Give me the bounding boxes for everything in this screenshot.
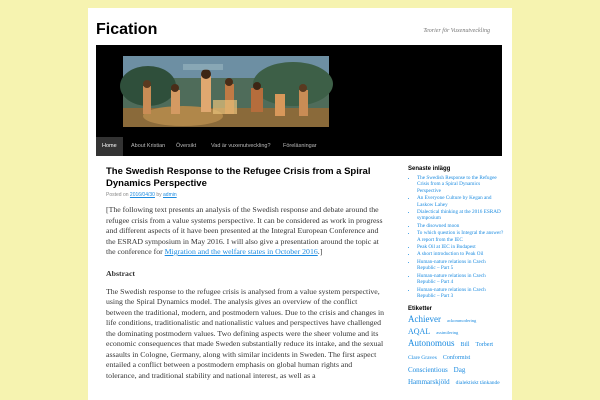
list-item	[417, 230, 504, 243]
list-item	[417, 273, 504, 286]
list-item	[417, 251, 504, 257]
tag-link[interactable]: Dag Hammarskjöld	[408, 366, 466, 387]
recent-post-link[interactable]: Peak Oil at IEC in Budapest	[417, 244, 476, 251]
list-item	[417, 259, 504, 272]
site-description: Teorier för Vuxenutveckling	[423, 28, 490, 34]
migration-conference-link[interactable]: Migration and the welfare states in October 2016	[164, 247, 318, 256]
nav-item-vad-ar-vuxenutveckling[interactable]: Vad är vuxenutveckling?	[211, 143, 271, 149]
recent-post-link[interactable]: An Everyone Culture by Kegan and Laskow Lahey	[417, 195, 492, 208]
tag-link[interactable]: ackommodering	[446, 318, 477, 324]
recent-post-link[interactable]: The disowned moon	[417, 222, 460, 229]
main-navigation	[96, 137, 502, 156]
page-container	[88, 8, 512, 400]
list-item	[417, 195, 504, 208]
gauguin-painting-image	[96, 45, 502, 137]
recent-post-link[interactable]: Human-nature relations in Czech Republic – Part 4	[417, 272, 486, 286]
nav-item-oversikt[interactable]: Översikt	[176, 143, 197, 149]
nav-item-home[interactable]: Home	[96, 137, 123, 156]
by-label: by	[156, 192, 162, 198]
recent-post-link[interactable]: The Swedish Response to the Refugee Crisis from a Spiral Dynamics Perspective	[417, 175, 497, 194]
recent-post-link[interactable]: To which question is Integral the answer? A report from the IEC	[417, 230, 504, 243]
recent-posts-heading: Senaste inlägg	[408, 166, 451, 172]
site-title[interactable]: Fication	[96, 21, 158, 38]
tag-link[interactable]: AQAL	[408, 327, 431, 337]
recent-post-link[interactable]: A short introduction to Peak Oil	[417, 251, 484, 258]
recent-post-link[interactable]: Dialectical thinking at the 2016 ESRAD symposium	[417, 209, 501, 222]
post-intro	[106, 205, 384, 258]
post-article	[106, 166, 384, 381]
tag-link[interactable]: Bill	[460, 342, 470, 349]
post-title[interactable]: The Swedish Response to the Refugee Crisis from a Spiral Dynamics Perspective	[106, 166, 371, 189]
tag-link[interactable]: Clare Graves	[408, 355, 437, 362]
list-item	[417, 209, 504, 222]
tag-link[interactable]: Achiever	[408, 314, 441, 325]
tag-link[interactable]: assimilering	[436, 330, 459, 336]
list-item	[417, 244, 504, 250]
list-item	[417, 223, 504, 229]
post-date-link[interactable]: 2016/04/30	[129, 192, 155, 198]
post-intro-text: [The following text presents an analysis of the Swedish response and debate around the refugee crisis from a value systems perspective. It can be considered as work in progress and different aspects of it have been presented at the Integral European Conference and the ESRAD symposium in May 2016. I will also give a presentation around the topic at the conference for	[106, 205, 383, 256]
post-intro-end: .]	[317, 247, 323, 256]
header-banner-image	[96, 45, 502, 137]
tag-cloud	[408, 313, 504, 388]
sidebar	[408, 166, 504, 388]
post-author-link[interactable]: admin	[163, 192, 177, 198]
tag-link[interactable]: Torbert	[475, 342, 494, 349]
recent-posts-list	[408, 175, 504, 299]
nav-item-forelasningar[interactable]: Föreläsningar	[283, 143, 317, 149]
abstract-heading: Abstract	[106, 268, 136, 278]
abstract-text: The Swedish response to the refugee crisis is analysed from a value system perspective, using the Spiral Dynamics model. The analysis gives an overview of the conflict between the traditional, modern, and postmodern values. Due to the crisis and changes in life conditions, traditionalistic and nationalistic values and perspectives have challenged the dominating postmodern values. Two defining aspects were the sheer volume and its economic consequences that made Sweden substantially reduce its intake, and the sexual assaults in Cologne, Germany, along with similar incidents in Sweden. The first aspect entailed a conflict between a postmodern emphasis on global human rights and tolerance, and traditional stability and national interest, as well as a	[106, 286, 385, 380]
tags-heading: Etiketter	[408, 306, 433, 313]
tag-link[interactable]: Autonomous	[408, 338, 455, 349]
tag-link[interactable]: Conscientious	[408, 366, 448, 375]
list-item	[417, 175, 504, 194]
tag-link[interactable]: dialektiskt tänkande	[455, 380, 500, 387]
recent-post-link[interactable]: Human-nature relations in Czech Republic – Part 3	[417, 286, 486, 299]
tag-link[interactable]: Conformist	[442, 355, 471, 362]
nav-item-about-kristian[interactable]: About Kristian	[131, 143, 166, 149]
post-meta	[106, 192, 384, 198]
recent-post-link[interactable]: Human-nature relations in Czech Republic – Part 5	[417, 258, 486, 272]
list-item	[417, 287, 504, 300]
posted-on-label: Posted on	[106, 192, 129, 198]
